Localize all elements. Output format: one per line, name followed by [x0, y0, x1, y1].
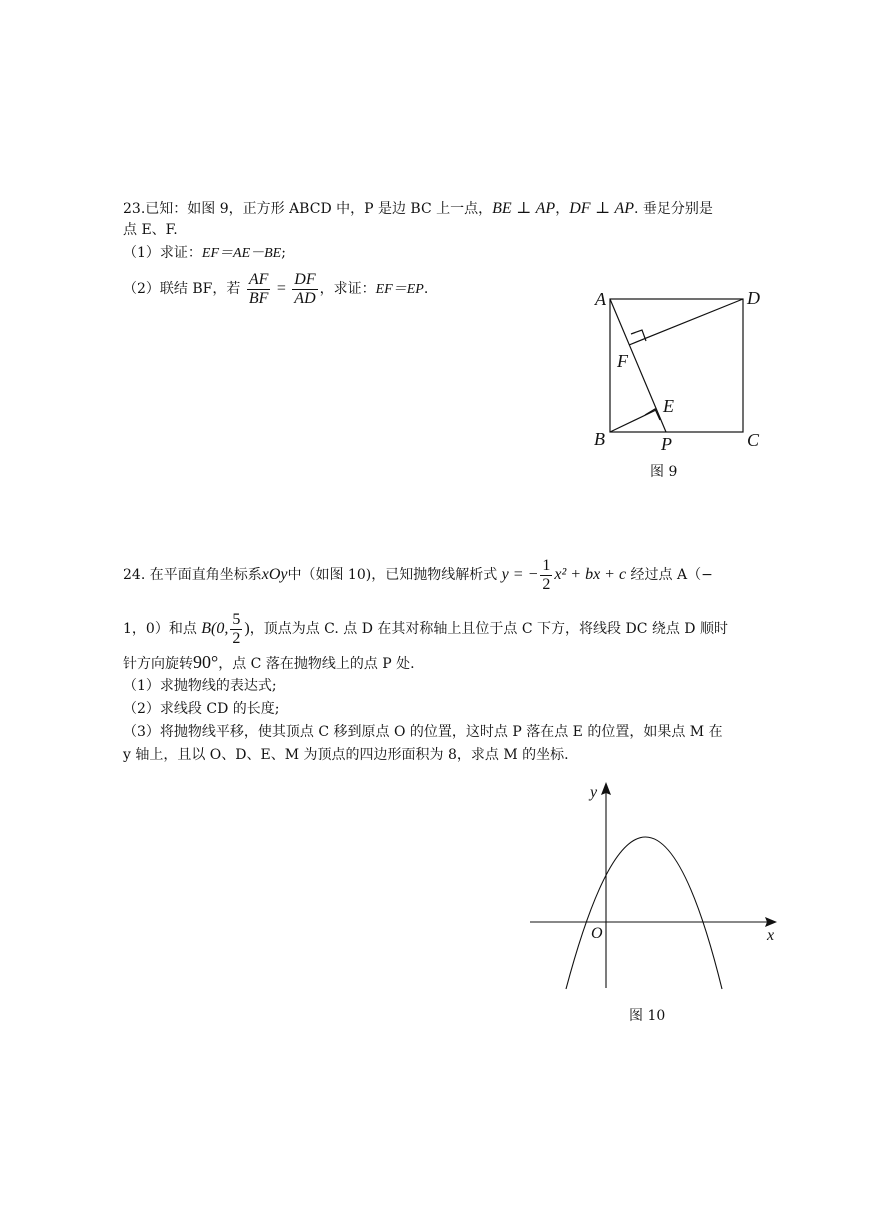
q24-part-3-line-2: y 轴上，且以 O、D、E、M 为顶点的四边形面积为 8，求点 M 的坐标. [123, 747, 569, 763]
label-f: F [617, 351, 628, 371]
frac-denominator: 2 [542, 575, 551, 593]
q23-part2-suffix: . [423, 281, 429, 297]
frac-denominator: BF [248, 289, 269, 307]
q23-perp-symbol-2: ⊥ [594, 200, 611, 217]
label-d: D [747, 288, 760, 308]
frac-denominator: AD [294, 289, 316, 307]
label-origin: O [591, 925, 603, 942]
frac-denominator: 2 [232, 629, 241, 647]
q24-intro-mid: 中（如图 10)，已知抛物线解析式 [287, 567, 498, 583]
q23-equals: = [276, 280, 286, 297]
q24-line2-start: 1，0）和点 [123, 621, 197, 637]
frac-numerator: DF [294, 270, 316, 288]
frac-numerator: AF [248, 270, 269, 288]
q23-be: BE [492, 200, 512, 217]
q23-df: DF [569, 200, 591, 217]
label-e: E [663, 396, 674, 416]
label-x-axis: x [767, 927, 775, 944]
q24-polynomial: x² + bx + c [554, 566, 627, 583]
q23-part2-mid: ，求证： [319, 281, 376, 297]
q23-part1-prefix: （1）求证： [123, 245, 202, 261]
q23-part2-formula: EF＝EP [375, 282, 424, 297]
figure-9-caption: 图 9 [650, 464, 678, 480]
parabola-curve [566, 837, 722, 989]
q23-ap: AP [535, 200, 556, 217]
q23-part1-suffix: ; [281, 245, 286, 261]
q23-separator: ， [555, 201, 570, 217]
label-y-axis: y [590, 784, 598, 801]
q23-perp-symbol: ⊥ [516, 200, 532, 217]
q24-point-b: B(0, [201, 620, 229, 637]
q24-part-3-line-1: （3）将抛物线平移，使其顶点 C 移到原点 O 的位置，这时点 P 落在点 E 的位置，如果点 M 在 [123, 724, 723, 740]
q23-intro-text: 23.已知：如图 9，正方形 ABCD 中，P 是边 BC 上一点， [123, 201, 493, 217]
q23-ap-2: AP [614, 200, 635, 217]
q24-intro-text: 24. 在平面直角坐标系 [123, 567, 262, 583]
q24-line2-rest: ，顶点为点 C. 点 D 在其对称轴上且位于点 C 下方，将线段 DC 绕点 D 顺时 [249, 621, 728, 637]
q23-part1-formula: EF＝AE－BE [201, 246, 282, 261]
q24-xoy: xOy [261, 566, 288, 583]
q24-line3-rest: ，点 C 落在抛物线上的点 P 处. [218, 656, 415, 672]
q23-part2-prefix: （2）联结 BF，若 [123, 281, 241, 297]
q24-part-1: （1）求抛物线的表达式; [123, 678, 277, 694]
q24-intro-tail: 经过点 A（− [630, 567, 713, 583]
q24-y-equals: y = − [501, 566, 539, 583]
label-b: B [594, 429, 605, 449]
q24-part-2: （2）求线段 CD 的长度; [123, 701, 280, 717]
q24-line3-start: 针方向旋转 [123, 656, 193, 672]
label-a: A [595, 289, 606, 309]
q23-line-2: 点 E、F. [123, 222, 178, 238]
q23-intro-tail: . 垂足分别是 [634, 201, 713, 217]
q24-ninety-degrees: 90° [193, 652, 219, 672]
frac-numerator: 1 [542, 556, 551, 574]
label-p: P [661, 434, 672, 454]
label-c: C [747, 430, 760, 450]
frac-numerator: 5 [232, 610, 241, 628]
q24-close-paren: ) [244, 620, 250, 637]
figure-10-caption: 图 10 [629, 1008, 666, 1024]
